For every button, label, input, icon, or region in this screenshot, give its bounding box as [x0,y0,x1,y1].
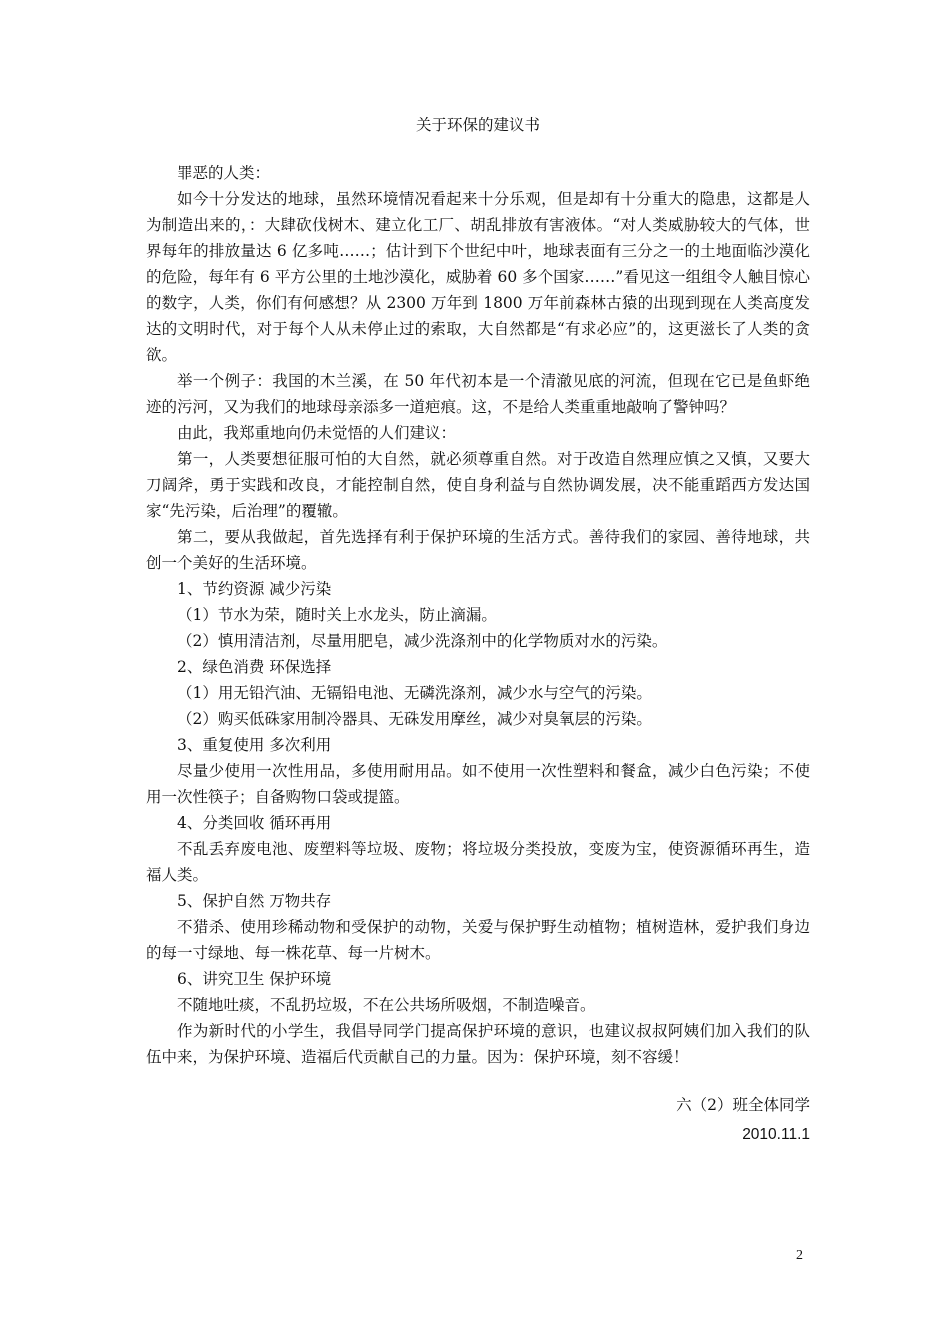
paragraph-5: 第二，要从我做起，首先选择有利于保护环境的生活方式。善待我们的家园、善待地球，共创一个美好的生活环境。 [146,528,810,572]
list-item-heading-4: 4、分类回收 循环再用 [177,814,332,832]
paragraph-4: 第一，人类要想征服可怕的大自然，就必须尊重自然。对于改造自然理应慎之又慎，又要大刀阔斧，勇于实践和改良，才能控制自然，使自身利益与自然协调发展，决不能重蹈西方发达国家“先污染，后治理”的覆辙。 [146,450,810,520]
list-item-heading-3: 3、重复使用 多次利用 [177,736,332,754]
list-item: （1）用无铅汽油、无镉铅电池、无磷洗涤剂，减少水与空气的污染。 [177,684,652,702]
closing-paragraph: 作为新时代的小学生，我倡导同学门提高保护环境的意识，也建议叔叔阿姨们加入我们的队伍中来，为保护环境、造福后代贡献自己的力量。因为：保护环境，刻不容缓！ [146,1022,810,1066]
list-item: 尽量少使用一次性用品，多使用耐用品。如不使用一次性塑料和餐盒，减少白色污染；不使用一次性筷子；自备购物口袋或提篮。 [146,762,810,806]
salutation: 罪恶的人类： [177,164,271,182]
signature: 六（2）班全体同学 [676,1096,810,1114]
list-item: 不随地吐痰，不乱扔垃圾，不在公共场所吸烟，不制造噪音。 [177,996,596,1014]
page-number: 2 [796,1248,803,1263]
list-item-heading-5: 5、保护自然 万物共存 [177,892,332,910]
paragraph-2: 举一个例子：我国的木兰溪，在 50 年代初本是一个清澈见底的河流，但现在它已是鱼虾绝迹的污河，又为我们的地球母亲添多一道疤痕。这，不是给人类重重地敲响了警钟吗？ [146,372,810,416]
list-item-heading-6: 6、讲究卫生 保护环境 [177,970,332,988]
list-item: （2）慎用清洁剂，尽量用肥皂，减少洗涤剂中的化学物质对水的污染。 [177,632,668,650]
list-item: 不乱丢弃废电池、废塑料等垃圾、废物；将垃圾分类投放，变废为宝，使资源循环再生，造福人类。 [146,840,810,884]
list-item: 不猎杀、使用珍稀动物和受保护的动物，关爱与保护野生动植物；植树造林，爱护我们身边的每一寸绿地、每一株花草、每一片树木。 [146,918,810,962]
paragraph-3: 由此，我郑重地向仍未觉悟的人们建议： [177,424,457,442]
list-item: （1）节水为荣，随时关上水龙头，防止滴漏。 [177,606,497,624]
document-page [146,112,810,1148]
list-item: （2）购买低硃家用制冷器具、无硃发用摩丝，减少对臭氧层的污染。 [177,710,652,728]
list-item-heading-1: 1、节约资源 减少污染 [177,580,332,598]
document-title: 关于环保的建议书 [415,116,540,134]
list-item-heading-2: 2、绿色消费 环保选择 [177,658,332,676]
paragraph-1: 如今十分发达的地球，虽然环境情况看起来十分乐观，但是却有十分重大的隐患，这都是人为制造出来的，：大肆砍伐树木、建立化工厂、胡乱排放有害液体。“对人类威胁较大的气体，世界每年的排放量达 6 亿多吨……；估计到下个世纪中叶，地球表面有三分之一的土地面临沙漠化的危险，每年有 6 平方公里的土地沙漠化，威胁着 60 多个国家……”看见这一组组令人触目惊心的数字，人类，你们有何感想？从 2300 万年到 1800 万年前森林古猿的出现到现在人类高度发达的文明时代，对于每个人从未停止过的索取，大自然都是“有求必应”的，这更滋长了人类的贪欲。 [146,190,810,364]
date: 2010.11.1 [742,1126,810,1143]
